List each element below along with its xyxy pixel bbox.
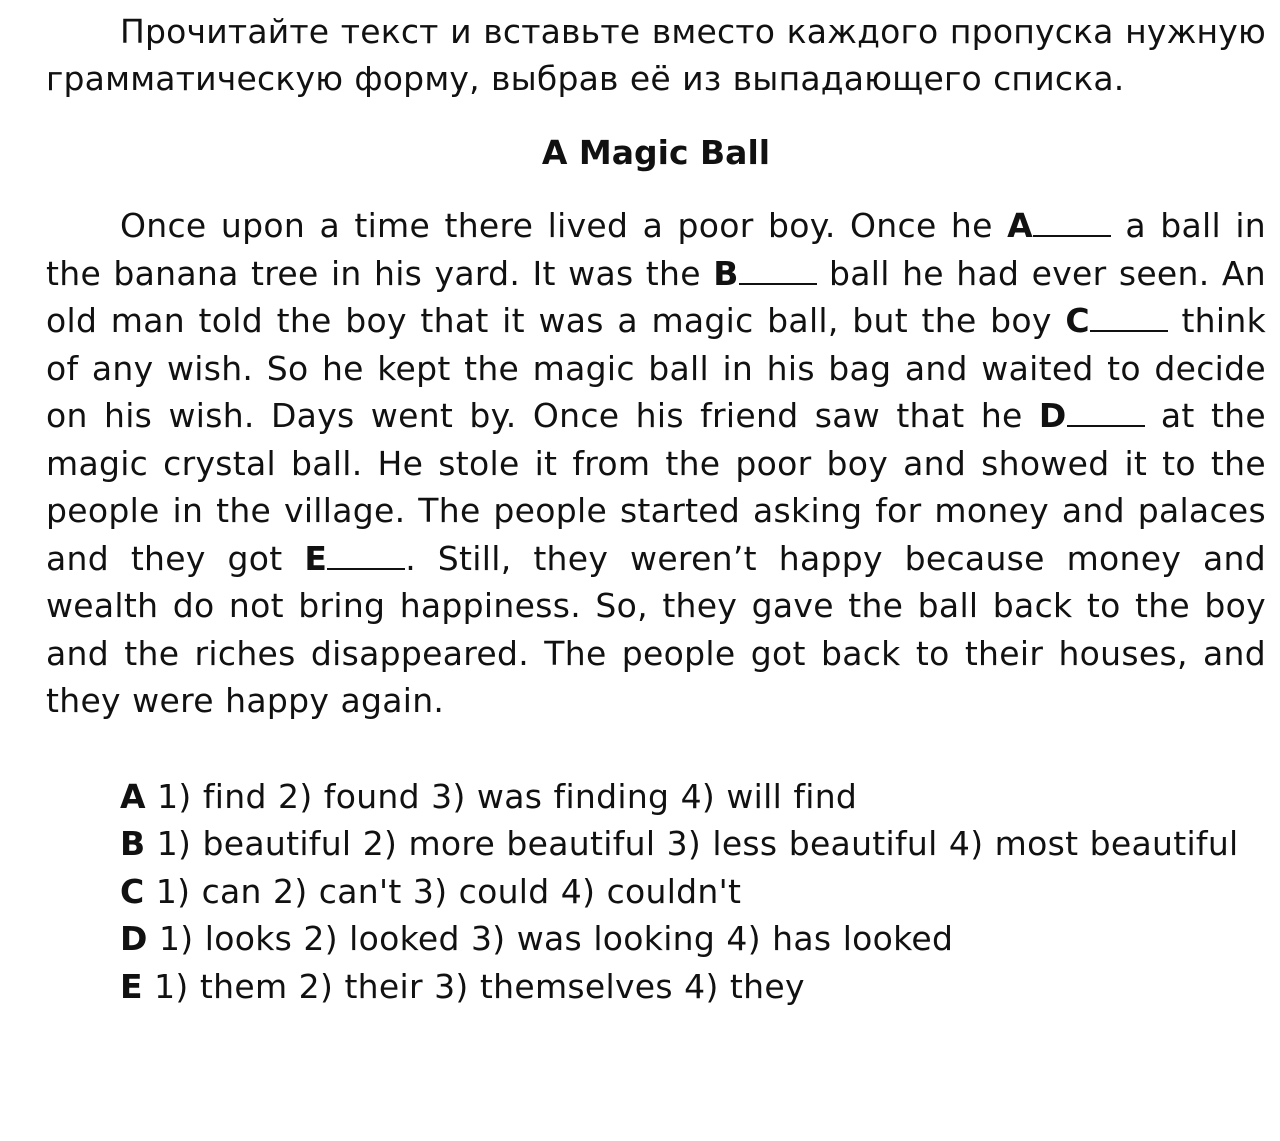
gap-blank-d[interactable] (1067, 399, 1145, 427)
document-page (46, 8, 1266, 1010)
option-row-a[interactable] (46, 773, 1266, 821)
story-segment: at the magic crystal ball. He stole it from the poor boy and showed it to the people in the village. The people started asking for money and palaces and they got (46, 396, 1267, 578)
gap-blank-e[interactable] (327, 542, 405, 570)
story-text (46, 202, 1266, 725)
option-row-e[interactable] (46, 963, 1266, 1011)
option-letter: A (120, 776, 146, 816)
option-choices: 1) them 2) their 3) themselves 4) they (142, 966, 805, 1006)
option-choices: 1) beautiful 2) more beautiful 3) less beautiful 4) most beautiful (145, 824, 1239, 863)
option-letter: D (120, 919, 148, 958)
gap-label-e: E (304, 538, 328, 578)
answer-options (46, 773, 1266, 1011)
option-choices: 1) can 2) can't 3) could 4) couldn't (144, 871, 742, 911)
option-row-c[interactable] (46, 868, 1266, 916)
gap-label-c: C (1065, 301, 1090, 340)
story-segment: . Still, they weren’t happy because money and wealth do not bring happiness. So, they gave the ball back to the boy and the riches disappeared. The people got back to their houses, and they were happy again. (46, 538, 1266, 720)
option-letter: B (120, 824, 146, 863)
story-segment: Once upon a time there lived a poor boy. Once he (120, 206, 1008, 245)
story-segment: a ball in the banana tree in his yard. It was the (46, 206, 1266, 293)
gap-label-d: D (1038, 396, 1067, 435)
option-letter: C (120, 871, 145, 911)
option-choices: 1) find 2) found 3) was finding 4) will find (145, 776, 858, 816)
gap-blank-c[interactable] (1090, 304, 1168, 332)
option-letter: E (120, 966, 143, 1006)
gap-blank-b[interactable] (739, 257, 817, 285)
option-row-d[interactable] (46, 915, 1266, 963)
task-instruction: Прочитайте текст и вставьте вместо каждого пропуска нужную грамматическую форму, выбрав её из выпадающего списка. (46, 12, 1266, 98)
option-row-b[interactable] (46, 820, 1266, 868)
story-segment: think of any wish. So he kept the magic ball in his bag and waited to decide on his wish. Days went by. Once his friend saw that he (46, 301, 1266, 435)
story-segment: ball he had ever seen. An old man told the boy that it was a magic ball, but the boy (46, 253, 1266, 340)
option-choices: 1) looks 2) looked 3) was looking 4) has looked (147, 919, 954, 958)
gap-label-a: A (1007, 206, 1033, 245)
story-title: A Magic Ball (541, 133, 771, 172)
gap-blank-a[interactable] (1033, 209, 1111, 237)
gap-label-b: B (713, 253, 739, 293)
